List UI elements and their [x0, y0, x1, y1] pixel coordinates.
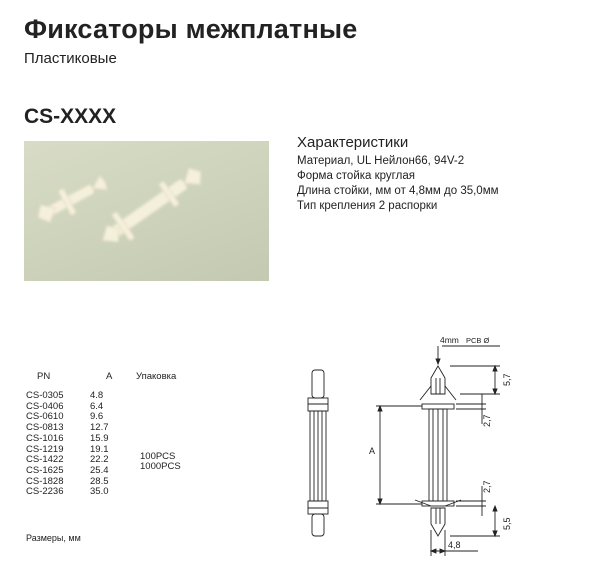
- characteristics-heading: Характеристики: [297, 134, 409, 151]
- technical-drawing: [290, 330, 530, 567]
- table-cell-a: 6.4: [90, 400, 104, 412]
- dim-a-label: A: [369, 446, 376, 456]
- table-cell-a: 22.2: [90, 454, 109, 466]
- front-view: [415, 366, 461, 536]
- column-header-pn: PN: [37, 371, 51, 382]
- table-cell-a: 12.7: [90, 422, 109, 434]
- table-cell-a: 35.0: [90, 486, 109, 498]
- table-cell-pn: CS-1625: [26, 464, 64, 476]
- table-cell-a: 4.8: [90, 390, 104, 401]
- dim-pcb-suffix: PCB Ø: [466, 336, 490, 345]
- spec-length: Длина стойки, мм от 4,8мм до 35,0мм: [297, 185, 499, 197]
- pn-column: [26, 391, 64, 498]
- packaging-column: [140, 452, 181, 472]
- spec-material: Материал, UL Нейлон66, 94V-2: [297, 155, 465, 167]
- dim-upper-gap: 2,7: [482, 414, 492, 427]
- dim-bottom: 5,5: [502, 517, 512, 530]
- table-cell-pn: CS-1828: [26, 475, 64, 487]
- page-title: Фиксаторы межплатные: [24, 14, 358, 44]
- a-column: [90, 391, 109, 498]
- table-cell-a: 28.5: [90, 475, 109, 487]
- characteristics-block: [297, 134, 499, 214]
- packaging-option: 100PCS: [140, 451, 176, 462]
- table-cell-pn: CS-1016: [26, 432, 64, 444]
- dim-pcb-label: 4mm: [440, 335, 459, 345]
- dim-top: 5,7: [502, 373, 512, 386]
- dim-lower-gap: 2,7: [482, 480, 492, 493]
- page-subtitle: Пластиковые: [24, 50, 117, 67]
- table-cell-pn: CS-0813: [26, 422, 64, 434]
- table-cell-pn: CS-2236: [26, 486, 64, 498]
- column-header-packaging: Упаковка: [136, 371, 177, 382]
- table-cell-a: 25.4: [90, 464, 109, 476]
- table-cell-a: 19.1: [90, 443, 109, 455]
- table-cell-pn: CS-1422: [26, 454, 64, 466]
- spec-shape: Форма стойка круглая: [297, 170, 415, 182]
- spec-mount-type: Тип крепления 2 распорки: [297, 200, 438, 212]
- packaging-option: 1000PCS: [140, 461, 181, 472]
- product-code: CS-XXXX: [24, 105, 117, 128]
- table-cell-pn: CS-0305: [26, 390, 64, 401]
- table-cell-pn: CS-1219: [26, 443, 64, 455]
- table-cell-pn: CS-0406: [26, 400, 64, 412]
- dimensions-note: Размеры, мм: [26, 533, 81, 543]
- table-cell-a: 15.9: [90, 432, 109, 444]
- product-photo: [24, 141, 269, 281]
- dim-width: 4,8: [448, 540, 461, 550]
- spacer-drawing: [290, 330, 530, 562]
- table-cell-a: 9.6: [90, 411, 104, 423]
- column-header-a: A: [106, 371, 113, 382]
- spacer-photo-illustration: [24, 141, 269, 281]
- table-cell-pn: CS-0610: [26, 411, 64, 423]
- side-view: [308, 370, 328, 536]
